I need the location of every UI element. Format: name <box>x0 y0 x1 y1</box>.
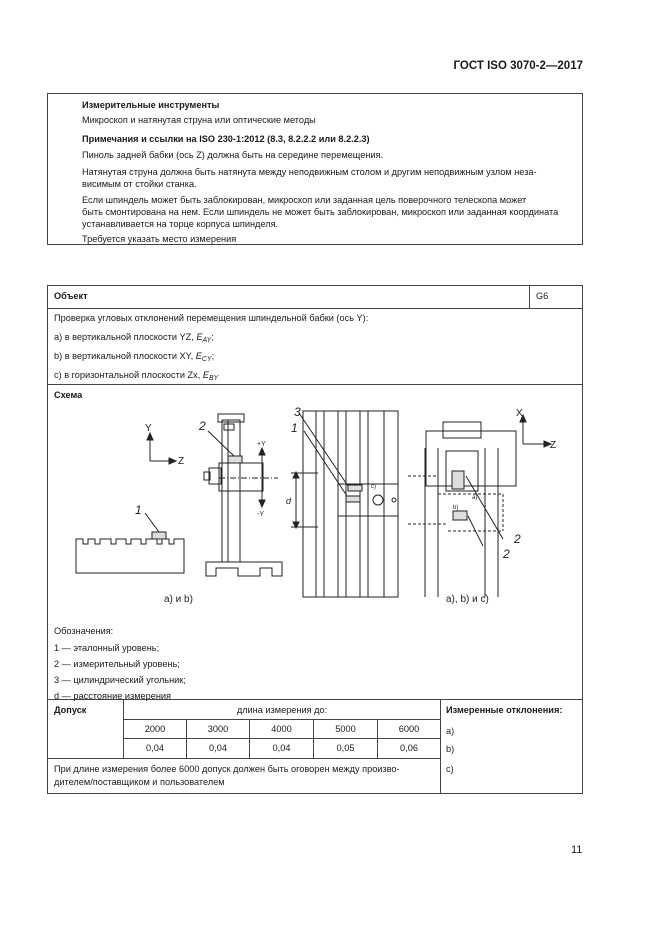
measured-deviations-label: Измеренные отклонения: <box>446 705 563 715</box>
mini-label-c: c) <box>371 484 376 490</box>
legend-item: 2 — измерительный уровень; <box>54 659 180 669</box>
item-b: b) в вертикальной плоскости XY, $E_{CY}$; <box>54 351 215 363</box>
tolerance-value: 0,06 <box>400 743 418 753</box>
length-header: длина измерения до: <box>236 705 328 715</box>
measured-item-a: а) <box>446 726 455 736</box>
legend-item: d — расстояние измерения <box>54 691 172 701</box>
tolerance-value: 0,04 <box>272 743 291 753</box>
test-specification-box <box>47 285 583 794</box>
axis-z-label: Z <box>178 456 185 467</box>
note-2-line-2: висимым от стойки станка. <box>82 179 197 189</box>
page-number: 11 <box>571 844 583 856</box>
rule <box>529 286 530 308</box>
legend-item: 1 — эталонный уровень; <box>54 643 160 653</box>
rule <box>123 719 440 720</box>
tolerance-value: 0,04 <box>209 743 227 753</box>
callout-1-left: 1 <box>135 503 142 517</box>
length-3000: 3000 <box>207 724 229 734</box>
length-2000: 2000 <box>144 724 166 734</box>
test-code: G6 <box>536 291 549 301</box>
note-3-line-1: Если шпиндель может быть заблокирован, микроскоп или заданная цель поверочного телескопа может <box>82 195 527 205</box>
notes-title: Примечания и ссылки на ISO 230-1:2012 (8.3, 8.2.2.2 или 8.2.2.3) <box>82 134 370 144</box>
object-text: Проверка угловых отклонений перемещения шпиндельной бабки (ось Y): <box>54 313 369 323</box>
callout-2-right-a: 2 <box>514 532 521 546</box>
object-label: Объект <box>54 291 88 301</box>
tolerance-label: Допуск <box>54 705 87 715</box>
document-code: ГОСТ ISO 3070-2—2017 <box>453 60 583 72</box>
scheme-label: Схема <box>54 390 83 400</box>
mini-label-a: a) <box>472 495 478 501</box>
callout-3: 3 <box>294 405 301 419</box>
rule <box>48 308 582 309</box>
minus-y-label: -Y <box>257 511 264 518</box>
length-6000: 6000 <box>398 724 420 734</box>
axis-x-label: X <box>516 408 523 419</box>
measured-item-c: с) <box>446 764 454 774</box>
measured-item-b: b) <box>446 744 455 754</box>
item-c: с) в горизонтальной плоскости Zx, $E_{BY}$ <box>54 370 219 382</box>
note-4: Требуется указать место измерения <box>82 234 237 244</box>
legend-item: 3 — цилиндрический угольник; <box>54 675 186 685</box>
tolerance-note-line-2: дителем/поставщиком и пользователем <box>54 777 225 787</box>
rule <box>123 738 440 739</box>
instruments-title: Измерительные инструменты <box>82 100 220 110</box>
axis-z-right-label: Z <box>550 440 557 451</box>
rule <box>48 384 582 385</box>
rule <box>48 758 440 759</box>
tolerance-value: 0,05 <box>336 743 355 753</box>
tolerance-note-line-1: При длине измерения более 6000 допуск должен быть оговорен между произво- <box>54 764 400 774</box>
plus-y-label: +Y <box>257 441 266 448</box>
length-4000: 4000 <box>271 724 292 734</box>
item-a: а) в вертикальной плоскости YZ, $E_{AY}$; <box>54 332 214 344</box>
legend-title: Обозначения: <box>54 626 114 636</box>
tolerance-value: 0,04 <box>146 743 164 753</box>
mini-label-b: b) <box>453 505 459 511</box>
callout-2-right-b: 2 <box>503 547 510 561</box>
note-3-line-3: устанавливается на торце корпуса шпинделя. <box>82 219 279 229</box>
dimension-d-label: d <box>286 496 292 506</box>
note-1: Пиноль задней бабки (ось Z) должна быть на середине перемещения. <box>82 150 384 160</box>
callout-2-left: 2 <box>199 419 206 433</box>
figure-caption-right: a), b) и c) <box>446 594 489 605</box>
callout-1-right: 1 <box>291 421 298 435</box>
axis-y-label: Y <box>145 423 152 434</box>
length-5000: 5000 <box>335 724 356 734</box>
note-2-line-1: Натянутая струна должна быть натянута между неподвижным столом и другим неподвижным узлом неза- <box>82 167 537 177</box>
instruments-text: Микроскоп и натянутая струна или оптические методы <box>82 115 316 125</box>
rule <box>440 699 441 793</box>
note-3-line-2: быть смонтирована на нем. Если шпиндель не может быть заблокирован, микроскоп или заданная координата <box>82 207 559 217</box>
instruments-notes-box <box>47 93 583 245</box>
measurement-scheme-figure <box>48 396 582 612</box>
figure-caption-left: a) и b) <box>164 594 193 605</box>
